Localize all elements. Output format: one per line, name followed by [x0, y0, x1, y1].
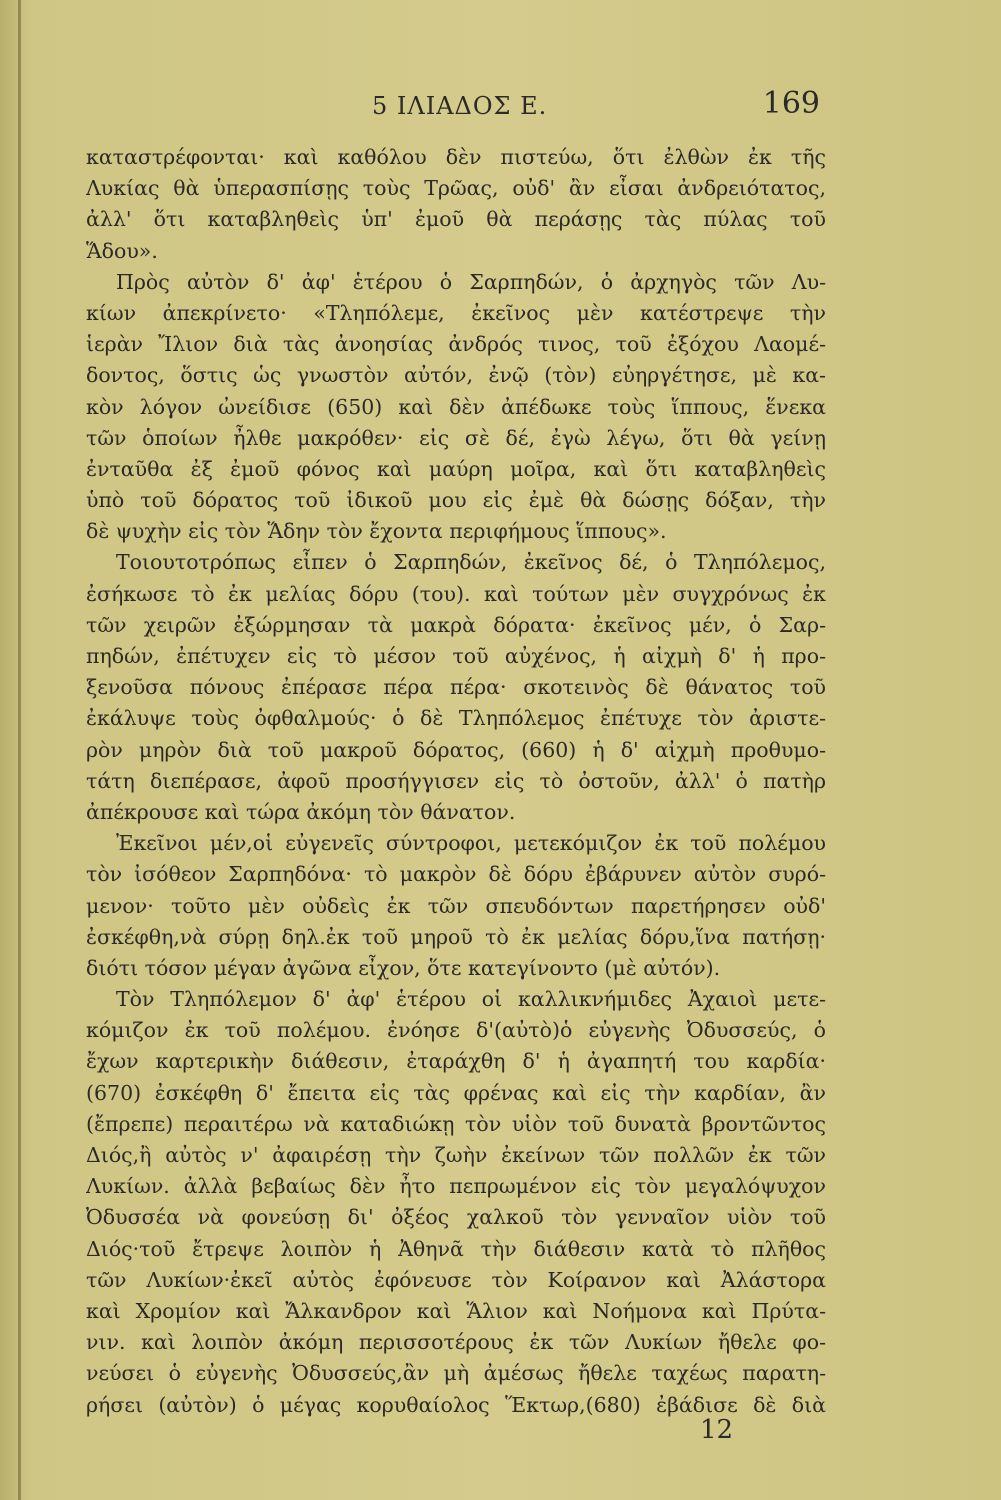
signature-mark: 12 [700, 1415, 734, 1445]
text-line: ἐκάλυψε τοὺς ὀφθαλμούς· ὁ δὲ Τληπόλεμος ἐπέτυχε τὸν ἀριστε- [86, 706, 826, 731]
text-line: ἀλλ' ὅτι καταβληθεὶς ὑπ' ἐμοῦ θὰ περάσῃς τὰς πύλας τοῦ [86, 207, 826, 232]
text-line: ἐνταῦθα ἐξ ἐμοῦ φόνος καὶ μαύρη μοῖρα, καὶ ὅτι καταβληθεὶς [86, 456, 826, 481]
text-line: τὸν ἰσόθεον Σαρπηδόνα· τὸ μακρὸν δὲ δόρυ ἐβάρυνεν αὐτὸν συρό- [86, 862, 826, 887]
text-line: καὶ Χρομίον καὶ Ἄλκανδρον καὶ Ἅλιον καὶ Νοήμονα καὶ Πρύτα- [86, 1298, 826, 1323]
text-line: νεύσει ὁ εὐγενὴς Ὀδυσσεύς,ἂν μὴ ἀμέσως ἤθελε ταχέως παρατη- [86, 1361, 826, 1386]
text-line: Ἅδου». [86, 238, 158, 263]
text-line: τῶν χειρῶν ἐξώρμησαν τὰ μακρὰ δόρατα· ἐκεῖνος μέν, ὁ Σαρ- [86, 612, 826, 637]
text-line: κόμιζον ἐκ τοῦ πολέμου. ἐνόησε δ'(αὐτὸ)ὁ εὐγενὴς Ὀδυσσεύς, ὁ [86, 1018, 826, 1043]
text-line: κὸν λόγον ὠνείδισε (650) καὶ δὲν ἀπέδωκε τοὺς ἵππους, ἕνεκα [86, 394, 826, 419]
text-line: (ἔπρεπε) περαιτέρω νὰ καταδιώκῃ τὸν υἱὸν τοῦ δυνατὰ βροντῶντος [86, 1111, 826, 1136]
text-line: ἔχων καρτερικὴν διάθεσιν, ἐταράχθη δ' ἡ ἀγαπητή του καρδία· [86, 1049, 826, 1074]
text-line: μενον· τοῦτο μὲν οὐδεὶς ἐκ τῶν σπευδόντων παρετήρησεν οὐδ' [86, 893, 826, 918]
text-line: Ὀδυσσέα νὰ φονεύσῃ δι' ὀξέος χαλκοῦ τὸν γενναῖον υἱὸν τοῦ [86, 1205, 826, 1230]
text-line: ὑπὸ τοῦ δόρατος τοῦ ἰδικοῦ μου εἰς ἐμὲ θὰ δώσῃς δόξαν, τὴν [86, 488, 826, 513]
page-number: 169 [762, 86, 820, 121]
text-line: Λυκίας θὰ ὑπερασπίσῃς τοὺς Τρῶας, οὐδ' ἂν εἶσαι ἀνδρειότατος, [86, 176, 826, 201]
body-text [86, 142, 826, 1421]
text-line: Διός,ἢ αὐτὸς ν' ἀφαιρέσῃ τὴν ζωὴν ἐκείνων τῶν πολλῶν ἐκ τῶν [86, 1143, 826, 1167]
text-line: ἐσκέφθη,νὰ σύρῃ δηλ.ἐκ τοῦ μηροῦ τὸ ἐκ μελίας δόρυ,ἵνα πατήσῃ· [86, 924, 826, 949]
running-head: 5 ΙΛΙΑΔΟΣ Ε. [372, 92, 548, 120]
binding-edge [18, 0, 21, 1500]
text-line: ἐσήκωσε τὸ ἐκ μελίας δόρυ (του). καὶ τούτων μὲν συγχρόνως ἐκ [86, 581, 826, 606]
text-line: Ἐκεῖνοι μέν,οἱ εὐγενεῖς σύντροφοι, μετεκόμιζον ἐκ τοῦ πολέμου [116, 831, 826, 856]
text-line: τάτη διεπέρασε, ἀφοῦ προσήγγισεν εἰς τὸ ὀστοῦν, ἀλλ' ὁ πατὴρ [86, 768, 826, 793]
text-line: διότι τόσον μέγαν ἀγῶνα εἶχον, ὅτε κατεγίνοντο (μὲ αὐτόν). [86, 955, 721, 980]
text-line: νιν. καὶ λοιπὸν ἀκόμη περισσοτέρους ἐκ τῶν Λυκίων ἤθελε φο- [86, 1330, 826, 1355]
text-line: Τοιουτοτρόπως εἶπεν ὁ Σαρπηδών, ἐκεῖνος δέ, ὁ Τληπόλεμος, [116, 550, 826, 575]
text-line: Λυκίων. ἀλλὰ βεβαίως δὲν ἦτο πεπρωμένον εἰς τὸν μεγαλόψυχον [86, 1174, 826, 1199]
text-line: ἀπέκρουσε καὶ τώρα ἀκόμη τὸν θάνατον. [86, 799, 516, 824]
text-line: ρὸν μηρὸν διὰ τοῦ μακροῦ δόρατος, (660) ἡ δ' αἰχμὴ προθυμο- [86, 737, 826, 762]
text-line: τῶν ὁποίων ἦλθε μακρόθεν· εἰς σὲ δέ, ἐγὼ λέγω, ὅτι θὰ γείνῃ [86, 425, 826, 450]
text-line: (670) ἐσκέφθη δ' ἔπειτα εἰς τὰς φρένας καὶ εἰς τὴν καρδίαν, ἂν [86, 1080, 826, 1105]
text-line: δοντος, ὅστις ὡς γνωστὸν αὐτόν, ἐνῷ (τὸν) εὐηργέτησε, μὲ κα- [86, 363, 826, 388]
text-line: Διός·τοῦ ἔτρεψε λοιπὸν ἡ Ἀθηνᾶ τὴν διάθεσιν κατὰ τὸ πλῆθος [86, 1236, 826, 1261]
text-line: καταστρέφονται· καὶ καθόλου δὲν πιστεύω, ὅτι ἐλθὼν ἐκ τῆς [86, 145, 826, 169]
text-line: ξενοῦσα πόνους ἐπέρασε πέρα πέρα· σκοτεινὸς δὲ θάνατος τοῦ [86, 675, 826, 700]
text-line: τῶν Λυκίων·ἐκεῖ αὐτὸς ἐφόνευσε τὸν Κοίρανον καὶ Ἀλάστορα [86, 1267, 826, 1292]
text-line: κίων ἀπεκρίνετο· «Τληπόλεμε, ἐκεῖνος μὲν κατέστρεψε τὴν [86, 300, 826, 325]
page-header [90, 86, 830, 132]
text-line: Τὸν Τληπόλεμον δ' ἀφ' ἑτέρου οἱ καλλικνήμιδες Ἀχαιοὶ μετε- [116, 987, 826, 1012]
text-line: πηδών, ἐπέτυχεν εἰς τὸ μέσον τοῦ αὐχένος, ἡ αἰχμὴ δ' ἡ προ- [86, 644, 826, 668]
text-line: ρήσει (αὐτὸν) ὁ μέγας κορυθαίολος Ἕκτωρ,(680) ἐβάδισε δὲ διὰ [86, 1392, 826, 1417]
text-line: Πρὸς αὐτὸν δ' ἀφ' ἑτέρου ὁ Σαρπηδών, ὁ ἀρχηγὸς τῶν Λυ- [116, 269, 826, 294]
text-line: ἱερὰν Ἴλιον διὰ τὰς ἀνοησίας ἀνδρός τινος, τοῦ ἐξόχου Λαομέ- [86, 332, 826, 357]
text-line: δὲ ψυχὴν εἰς τὸν Ἅδην τὸν ἔχοντα περιφήμους ἵππους». [86, 519, 667, 544]
